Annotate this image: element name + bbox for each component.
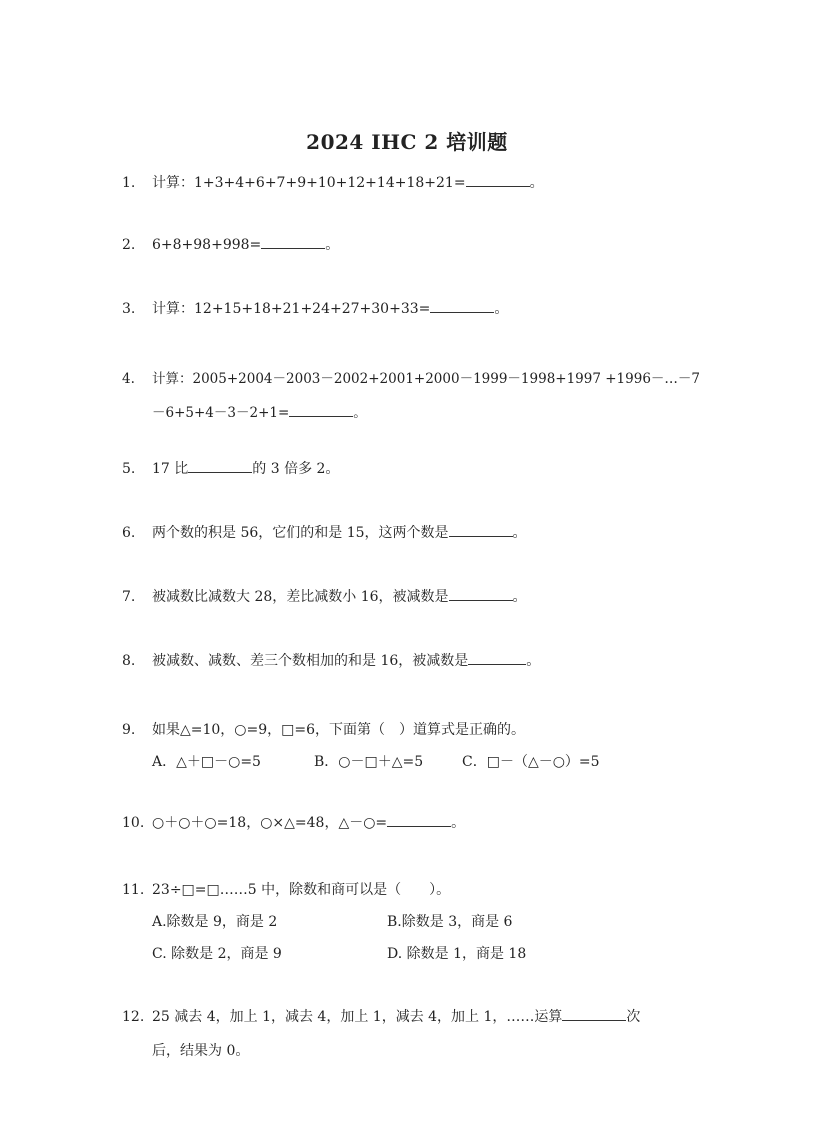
answer-blank[interactable] [449, 586, 513, 601]
question-suffix: 。 [512, 525, 527, 541]
question-text: 如果△=10，○=9，□=6，下面第（ ）道算式是正确的。 [152, 722, 526, 738]
question-2 [122, 234, 712, 255]
question-11 [122, 874, 712, 970]
question-suffix: 。 [512, 589, 527, 605]
question-text: 25 减去 4，加上 1，减去 4，加上 1，减去 4，加上 1，……运算 [152, 1009, 563, 1025]
question-suffix: 。 [526, 653, 541, 669]
question-text: 计算：12+15+18+21+24+27+30+33= [152, 301, 431, 317]
question-7 [122, 586, 712, 607]
question-suffix: 。 [494, 301, 509, 317]
answer-blank[interactable] [387, 812, 451, 827]
question-number: 4. [122, 371, 135, 387]
question-number: 6. [122, 525, 136, 541]
question-text: 6+8+98+998= [152, 237, 262, 253]
question-5 [122, 458, 712, 479]
question-number: 8. [122, 653, 136, 669]
question-9 [122, 714, 712, 778]
question-4 [122, 362, 712, 430]
question-number: 3. [122, 301, 136, 317]
question-3 [122, 298, 712, 319]
question-6 [122, 522, 712, 543]
answer-blank[interactable] [449, 522, 513, 537]
question-suffix: 的 3 倍多 2。 [252, 461, 340, 477]
question-10 [122, 812, 712, 833]
question-suffix: 。 [451, 815, 466, 831]
question-text-continued: －6+5+4－3－2+1= [152, 405, 290, 421]
question-suffix: 。 [353, 405, 367, 421]
question-text: 被减数比减数大 28，差比减数小 16，被减数是 [152, 589, 449, 605]
option-c[interactable]: C．□－（△－○）=5 [462, 754, 600, 770]
option-d[interactable]: D. 除数是 1，商是 18 [387, 946, 527, 962]
question-text: 计算：2005+2004－2003－2002+2001+2000－1999－1998+1997 +1996－…－7 [152, 371, 701, 387]
question-text: 两个数的积是 56，它们的和是 15，这两个数是 [152, 525, 449, 541]
question-number: 5. [122, 461, 136, 477]
question-suffix: 次 [626, 1009, 641, 1025]
question-number: 7. [122, 589, 136, 605]
question-suffix: 。 [529, 175, 544, 191]
question-1 [122, 172, 712, 193]
question-8 [122, 650, 712, 671]
answer-blank[interactable] [430, 298, 494, 313]
answer-blank[interactable] [289, 402, 353, 417]
option-a[interactable]: A．△＋□－○=5 [152, 754, 261, 770]
answer-blank[interactable] [261, 234, 325, 249]
answer-blank[interactable] [188, 458, 252, 473]
question-number: 9. [122, 722, 136, 738]
question-number: 12. [122, 1009, 145, 1025]
answer-blank[interactable] [562, 1006, 626, 1021]
question-number: 11. [122, 882, 145, 898]
question-text: 17 比 [152, 461, 189, 477]
question-suffix: 。 [325, 237, 340, 253]
question-text: ○＋○＋○=18，○×△=48，△－○= [152, 815, 388, 831]
option-b[interactable]: B．○－□＋△=5 [314, 754, 424, 770]
question-12 [122, 1000, 712, 1068]
answer-blank[interactable] [468, 650, 526, 665]
question-number: 10. [122, 815, 145, 831]
question-text: 被减数、减数、差三个数相加的和是 16，被减数是 [152, 653, 469, 669]
question-text-continued: 后，结果为 0。 [152, 1043, 250, 1059]
question-text: 23÷□=□……5 中，除数和商可以是（ ）。 [152, 882, 451, 898]
question-number: 2. [122, 237, 136, 253]
question-text: 计算：1+3+4+6+7+9+10+12+14+18+21= [152, 175, 466, 191]
option-a[interactable]: A.除数是 9，商是 2 [152, 914, 278, 930]
option-c[interactable]: C. 除数是 2，商是 9 [152, 946, 282, 962]
question-number: 1. [122, 175, 136, 191]
answer-blank[interactable] [466, 172, 530, 187]
page-title: 2024 IHC 2 培训题 [306, 130, 508, 154]
option-b[interactable]: B.除数是 3，商是 6 [387, 914, 513, 930]
